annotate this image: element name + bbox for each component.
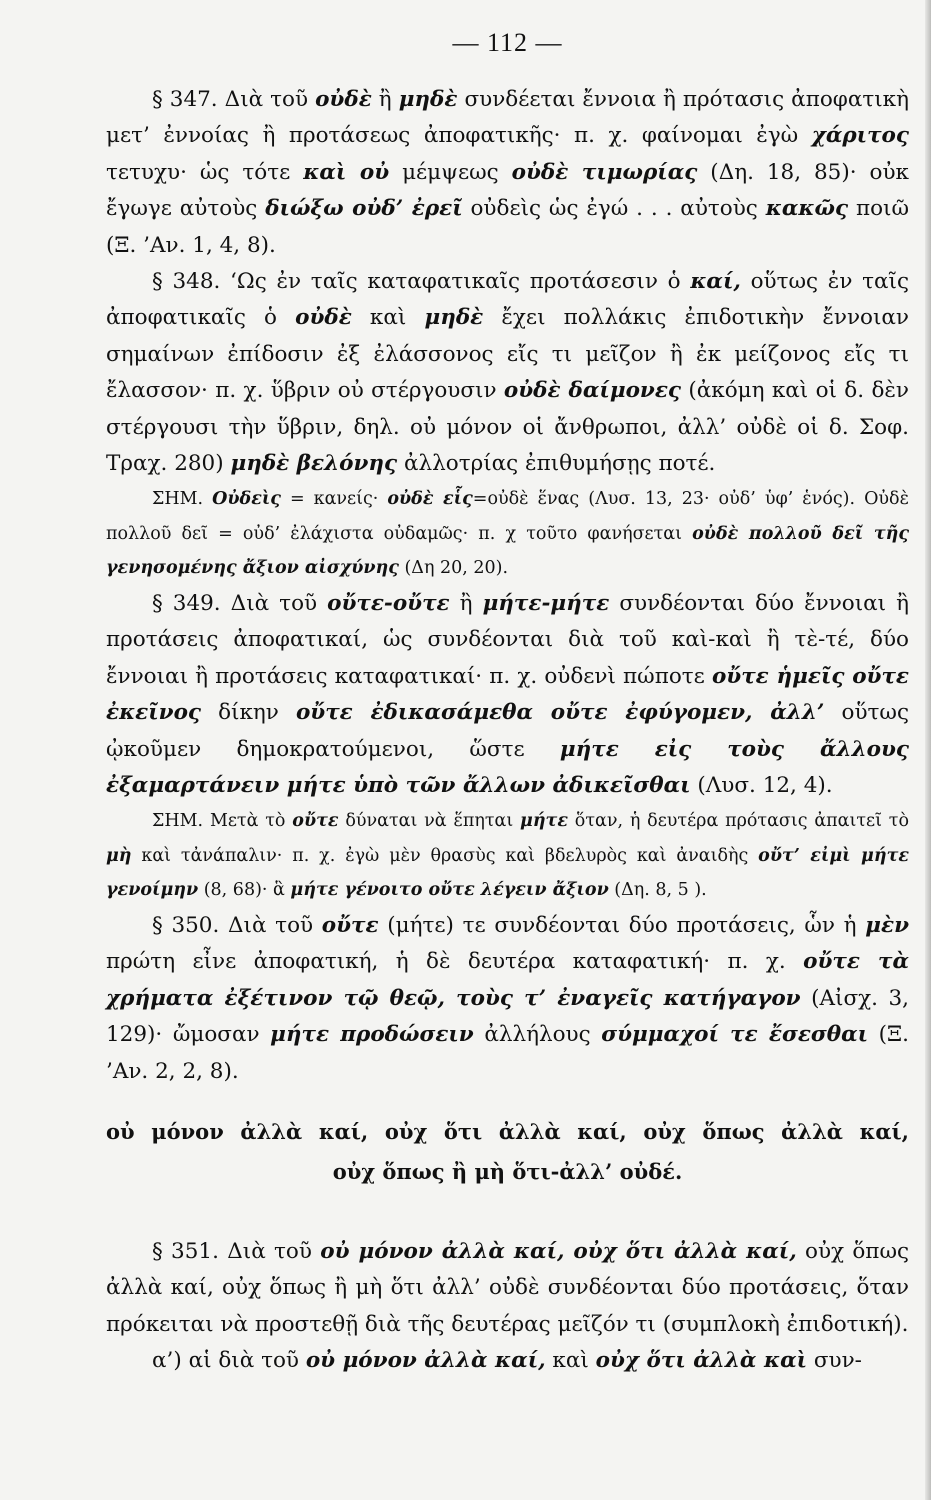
heading-line-1: οὐ μόνον ἀλλὰ καί, οὐχ ὅτι ἀλλὰ καί, οὐχ ὅπως ἀλλὰ καί, [106, 1118, 909, 1144]
section-heading [106, 1112, 909, 1192]
text: (Δη. 8, 5 ). [608, 880, 707, 901]
text: ὅταν, ἡ δευτέρα πρότασις ἀπαιτεῖ τὸ [567, 811, 909, 832]
emphasis: οὐδὲ [315, 87, 372, 112]
text: (ἀκόμη καὶ οἱ δ. δὲν στέργουσι τὴν ὕβριν, δηλ. οὐ μόνον οἱ ἄνθρωποι, ἀλλ’ οὐδὲ οἱ δ. Σοφ. Τραχ. 280) [106, 378, 909, 477]
text: (Δη. 18, 85)· οὐκ ἔγωγε αὐτοὺς [106, 159, 909, 222]
emphasis: κακῶς [765, 196, 849, 222]
text: δίκην [201, 700, 296, 726]
section-351-a [106, 1343, 909, 1379]
text: καὶ [351, 305, 425, 331]
emphasis: οὔτε [292, 811, 339, 832]
emphasis: σύμμαχοί τε ἔσεσθαι [601, 1022, 869, 1048]
text: ἀλλήλους [473, 1022, 602, 1048]
emphasis: οὐ μόνον ἀλλὰ καί, [305, 1348, 546, 1374]
text: οὕτως ᾠκοῦμεν δημοκρατούμενοι, ὥστε [106, 700, 909, 762]
text: (Δη 20, 20). [398, 558, 509, 579]
emphasis: μηδὲ βελόνης [230, 451, 398, 477]
emphasis: μήτε εἰς τοὺς ἄλλους ἐξαμαρτάνειν μήτε ὑπὸ τῶν ἄλλων ἀδικεῖσθαι [106, 736, 909, 798]
text: ΣΗΜ. Μετὰ τὸ [152, 811, 293, 832]
text: πρώτη εἶνε ἀποφατική, ἡ δὲ δευτέρα καταφατική· π. χ. [106, 949, 804, 975]
text: δύναται νὰ ἕπηται [338, 811, 521, 832]
text: συν- [807, 1348, 862, 1374]
emphasis: οὐδὲ εἷς [387, 489, 473, 510]
text: συνδέεται ἔννοια ἢ πρότασις ἀποφατικὴ μετ’ ἐννοίας ἢ προτάσεως ἀποφατικῆς· π. χ. φαίνομαι ἐγὼ [106, 87, 909, 149]
text: συνδέονται δύο ἔννοιαι ἢ προτάσεις ἀποφατικαί, ὡς συνδέονται διὰ τοῦ καὶ-καὶ ἢ τὲ-τέ, δύο ἔννοιαι ἢ προτάσεις καταφατικαί· π. χ. οὐδενὶ πώποτε [106, 590, 909, 689]
emphasis: οὐδὲ δαίμονες [503, 378, 681, 404]
emphasis: οὐδὲ [295, 305, 352, 331]
section-351 [106, 1234, 909, 1343]
emphasis: οὐχ ὅτι ἀλλὰ καὶ [595, 1348, 808, 1374]
heading-line-2: οὐχ ὅπως ἢ μὴ ὅτι-ἀλλ’ οὐδέ. [332, 1158, 683, 1184]
text: καὶ [545, 1348, 596, 1374]
emphasis: μήτε γένοιτο οὔτε λέγειν ἄξιον [290, 880, 609, 901]
emphasis: οὔτε-οὔτε [327, 590, 450, 616]
text: (Λυσ. 12, 4). [690, 773, 833, 798]
text: § 349. Διὰ τοῦ [152, 590, 328, 616]
emphasis: μὴ [106, 845, 132, 866]
text: § 351. Διὰ τοῦ [152, 1238, 321, 1264]
text: ἔχει πολλάκις ἐπιδοτικὴν ἔννοιαν σημαίνων ἐπίδοσιν ἐξ ἐλάσσονος εἴς τι μεῖζον ἢ ἐκ μείζονος εἴς τι ἔλασσον· π. χ. ὕβριν οὐ στέργουσιν [106, 305, 909, 404]
emphasis: μήτε-μήτε [482, 590, 610, 616]
note-349 [106, 804, 909, 908]
emphasis: μήτε [520, 811, 568, 832]
emphasis: μὲν [865, 912, 909, 938]
text: ἢ [449, 590, 483, 616]
section-348 [106, 264, 909, 482]
page-edge-shadow [925, 0, 931, 1500]
text: οὐχ ὅπως ἀλλὰ καί, οὐχ ὅπως ἢ μὴ ὅτι ἀλλ’ οὐδὲ συνδέονται δύο προτάσεις, ὅταν πρόκειται νὰ προστεθῇ διὰ τῆς δευτέρας μεῖζόν τι (συμπλοκὴ ἐπιδοτική). [106, 1238, 910, 1337]
emphasis: οὔτε ἐδικασάμεθα οὔτε ἐφύγομεν, ἀλλ’ [295, 700, 825, 726]
text: (Αἰσχ. 3, 129)· ὤμοσαν [106, 985, 909, 1048]
emphasis: καί, [690, 269, 741, 295]
emphasis: οὔτε τὰ χρήματα ἐξέτινον τῷ θεῷ, τοὺς τ’ ἐναγεῖς κατήγαγον [106, 949, 909, 1011]
emphasis: οὐδὲ τιμωρίας [511, 159, 698, 185]
text: =οὐδὲ ἕνας (Λυσ. 13, 23· οὐδ’ ὑφ’ ἑνός). Οὐδὲ πολλοῦ δεῖ = οὐδ’ ἐλάχιστα οὐδαμῶς· π. χ τοῦτο φανήσεται [106, 489, 909, 544]
text: μέμψεως [389, 159, 512, 185]
text: καὶ τἀνάπαλιν· π. χ. ἐγὼ μὲν θρασὺς καὶ βδελυρὸς καὶ ἀναιδὴς [131, 845, 759, 866]
emphasis: Οὐδεὶς [212, 489, 281, 510]
text: α’) αἱ διὰ τοῦ [152, 1348, 306, 1374]
text: § 350. Διὰ τοῦ [152, 912, 322, 938]
emphasis: καὶ οὐ [303, 159, 390, 185]
text: οὕτως ἐν ταῖς ἀποφατικαῖς ὁ [106, 269, 909, 331]
text: (μήτε) τε συνδέονται δύο προτάσεις, ὧν ἡ [378, 912, 866, 938]
text: ἢ [371, 87, 399, 112]
emphasis: οὐδὲ πολλοῦ δεῖ τῆς γενησομένης ἄξιον αἰσχύνης [106, 523, 909, 579]
section-350 [106, 908, 909, 1090]
page-number: — 112 — [452, 28, 563, 57]
text: ἀλλοτρίας ἐπιθυμήσῃς ποτέ. [397, 451, 716, 477]
emphasis: οὔτε [321, 912, 379, 938]
emphasis: οὔτ’ εἰμὶ μήτε γενοίμην [106, 845, 909, 901]
text: (Ξ. ’Αν. 2, 2, 8). [106, 1022, 909, 1084]
text: (8, 68)· ἃ [198, 880, 291, 901]
emphasis: μηδὲ [398, 87, 458, 112]
section-349 [106, 586, 909, 804]
text: τετυχυ· ὡς τότε [106, 159, 304, 185]
emphasis: μήτε προδώσειν [270, 1022, 474, 1048]
emphasis: οὐ μόνον ἀλλὰ καί, οὐχ ὅτι ἀλλὰ καί, [320, 1238, 797, 1264]
text: § 347. Διὰ τοῦ [152, 87, 316, 112]
text: ποιῶ (Ξ. ’Αν. 1, 4, 8). [106, 196, 909, 258]
text: § 348. ‘Ως ἐν ταῖς καταφατικαῖς προτάσεσιν ὁ [152, 269, 691, 295]
emphasis: οὔτε ἡμεῖς οὔτε ἐκεῖνος [106, 663, 909, 726]
text: οὐδεὶς ὡς ἐγώ . . . αὐτοὺς [462, 196, 766, 222]
emphasis: χάριτος [811, 123, 909, 149]
emphasis: διώξω οὐδ’ ἐρεῖ [265, 196, 463, 222]
section-347 [106, 82, 909, 264]
note-348 [106, 482, 909, 586]
emphasis: μηδὲ [424, 305, 484, 331]
text: = κανείς· [280, 489, 388, 510]
text: ΣΗΜ. [152, 489, 213, 510]
